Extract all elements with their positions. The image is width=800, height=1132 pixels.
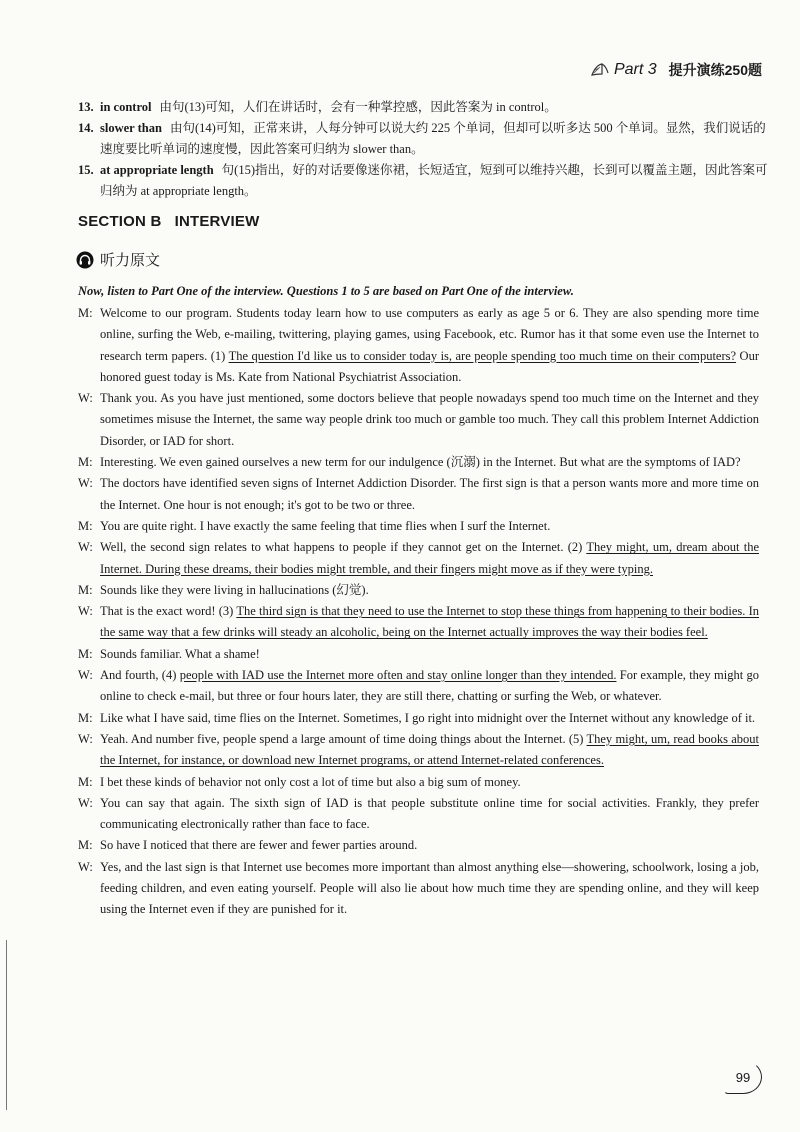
turn-text xyxy=(100,537,759,580)
page-header xyxy=(590,60,762,80)
dialogue-turn xyxy=(78,601,759,644)
dialogue-turn xyxy=(78,793,759,836)
turn-text xyxy=(100,303,759,388)
turn-text-segment: Thank you. As you have just mentioned, some doctors believe that people nowadays spend too much time on the Internet and they sometimes misuse the Internet, the same way people drink too much or gamble too much. They call this problem Internet Addiction Disorder, or IAD for short. xyxy=(100,391,759,448)
turn-text xyxy=(100,452,759,473)
speaker-label: M: xyxy=(78,646,93,661)
underlined-answer-text: They might, um, dream about the Internet. During these dreams, their bodies might tremble, and their fingers might move as if they were typing. xyxy=(100,540,759,576)
answer-item xyxy=(78,97,768,118)
turn-text-segment: Yes, and the last sign is that Internet use becomes more important than almost anything else—showering, schoolwork, losing a job, feeding children, and even eating yourself. People will also lie about how much time they are spending online, and they will keep using the Internet even if they are punished for it. xyxy=(100,859,759,917)
dialogue-turn xyxy=(78,835,759,856)
book-logo-icon xyxy=(590,61,610,79)
turn-text-segment: Sounds like they were living in hallucinations (幻觉). xyxy=(100,582,369,597)
turn-text xyxy=(100,793,759,836)
turn-text xyxy=(100,516,759,537)
dialogue-turn xyxy=(78,857,759,921)
turn-text xyxy=(100,601,759,644)
underlined-answer-text: They might, um, read books about the Internet, for instance, or download new Internet programs, or attend Internet-related conferences. xyxy=(100,731,759,768)
turn-text-segment: You are quite right. I have exactly the same feeling that time flies when I surf the Internet. xyxy=(100,518,551,533)
speaker-label: W: xyxy=(78,731,93,746)
turn-text xyxy=(100,772,759,793)
dialogue-turn xyxy=(78,708,759,729)
speaker-label: M: xyxy=(78,774,93,789)
speaker-label: M: xyxy=(78,838,93,853)
scan-edge-line xyxy=(6,940,7,1110)
header-subtitle: 提升演练250题 xyxy=(668,62,762,78)
answer-item xyxy=(78,160,768,202)
turn-text-segment: I bet these kinds of behavior not only cost a lot of time but also a big sum of money. xyxy=(100,774,521,789)
speaker-label: M: xyxy=(78,306,93,320)
turn-text xyxy=(100,835,759,856)
speaker-label: W: xyxy=(78,540,93,555)
underlined-answer-text: The third sign is that they need to use the Internet to stop these things from happening to their bodies. In the same way that a few drinks will steady an alcoholic, being on the Internet actually improves the way their bodies feel. xyxy=(100,604,760,640)
answer-explanations xyxy=(78,97,768,202)
speaker-label: M: xyxy=(78,710,93,725)
turn-text-segment: Like what I have said, time flies on the Internet. Sometimes, I go right into midnight over the Internet without any knowledge of it. xyxy=(100,710,756,725)
turn-text-segment: Welcome to our program. Students today learn how to use computers as early as age 5 or 6. They are also spending more time online, surfing the Web, e-mailing, twittering, playing games, using Facebook, etc. Rumor has it that some even use the Internet to research term papers. (1) xyxy=(100,306,759,363)
turn-text xyxy=(100,580,759,601)
turn-text-segment: And fourth, (4) xyxy=(100,668,180,683)
turn-text-segment: Yeah. And number five, people spend a large amount of time doing things about the Internet. (5) xyxy=(100,731,587,746)
answer-number: 14. xyxy=(78,121,94,135)
turn-text xyxy=(100,857,759,921)
speaker-label: W: xyxy=(78,668,93,683)
interview-transcript xyxy=(78,303,759,921)
turn-text xyxy=(100,729,759,772)
dialogue-turn xyxy=(78,537,759,580)
dialogue-turn xyxy=(78,665,759,708)
page-number: 99 xyxy=(724,1060,762,1094)
dialogue-turn xyxy=(78,516,759,537)
speaker-label: M: xyxy=(78,518,93,533)
turn-text-segment: Well, the second sign relates to what happens to people if they cannot get on the Internet. (2) xyxy=(100,540,587,555)
answer-text: 由句(14)可知，正常来讲，人每分钟可以说大约 225 个单词，但却可以听多达 500 个单词。显然，我们说话的速度要比听单词的速度慢，因此答案可归纳为 slower than。 xyxy=(100,121,766,156)
underlined-answer-text: people with IAD use the Internet more often and stay online longer than they intended. xyxy=(179,668,617,683)
answer-text: 句(15)指出，好的对话要像迷你裙，长短适宜，短到可以维持兴趣，长到可以覆盖主题，因此答案可归纳为 at appropriate length。 xyxy=(100,163,768,198)
speaker-label: W: xyxy=(78,391,93,406)
turn-text-segment: You can say that again. The sixth sign of IAD is that people substitute online time for social activities. Frankly, they prefer communicating electronically rather than face to face. xyxy=(100,795,759,832)
answer-keyword: slower than xyxy=(100,121,162,135)
turn-text xyxy=(100,644,759,665)
turn-text-segment: For example, they might go online to check e-mail, but three or four hours later, they are still there, chatting or surfing the Web, or whatever. xyxy=(100,668,759,704)
turn-text-segment: That is the exact word! (3) xyxy=(100,604,237,619)
answer-keyword: in control xyxy=(100,100,152,114)
speaker-label: M: xyxy=(78,582,93,597)
answer-number: 13. xyxy=(78,100,94,114)
answer-text: 由句(13)可知，人们在讲话时，会有一种掌控感，因此答案为 in control。 xyxy=(159,100,557,114)
dialogue-turn xyxy=(78,303,759,388)
speaker-label: W: xyxy=(78,476,93,491)
headphone-icon xyxy=(76,251,94,269)
instruction-text: Now, listen to Part One of the interview. Questions 1 to 5 are based on Part One of the interview. xyxy=(78,284,574,298)
turn-text-segment: Interesting. We even gained ourselves a new term for our indulgence (沉溺) in the Internet. But what are the symptoms of IAD? xyxy=(100,455,741,470)
dialogue-turn xyxy=(78,452,759,473)
dialogue-turn xyxy=(78,388,759,452)
dialogue-turn xyxy=(78,580,759,601)
answer-number: 15. xyxy=(78,163,94,177)
speaker-label: W: xyxy=(78,604,93,619)
turn-text-segment: Our honored guest today is Ms. Kate from National Psychiatrist Association. xyxy=(100,348,759,384)
turn-text xyxy=(100,473,759,516)
speaker-label: W: xyxy=(78,795,93,810)
part-label: Part 3 xyxy=(613,61,657,78)
listening-label: 听力原文 xyxy=(100,253,161,269)
underlined-answer-text: The question I'd like us to consider today is, are people spending too much time on their computers? xyxy=(228,348,737,363)
turn-text-segment: The doctors have identified seven signs of Internet Addiction Disorder. The first sign is that a person wants more and more time on the Internet. One hour is not enough; it's got to be two or three. xyxy=(100,476,759,512)
speaker-label: W: xyxy=(78,859,93,874)
turn-text-segment: So have I noticed that there are fewer and fewer parties around. xyxy=(100,838,418,853)
dialogue-turn xyxy=(78,473,759,516)
dialogue-turn xyxy=(78,729,759,772)
turn-text xyxy=(100,665,759,708)
answer-item xyxy=(78,118,768,160)
turn-text xyxy=(100,708,759,729)
listening-heading xyxy=(76,249,160,270)
dialogue-turn xyxy=(78,772,759,793)
turn-text xyxy=(100,388,759,452)
answer-keyword: at appropriate length xyxy=(100,163,214,177)
dialogue-turn xyxy=(78,644,759,665)
speaker-label: M: xyxy=(78,455,93,470)
section-title: SECTION B INTERVIEW xyxy=(78,213,260,230)
turn-text-segment: Sounds familiar. What a shame! xyxy=(100,646,260,661)
